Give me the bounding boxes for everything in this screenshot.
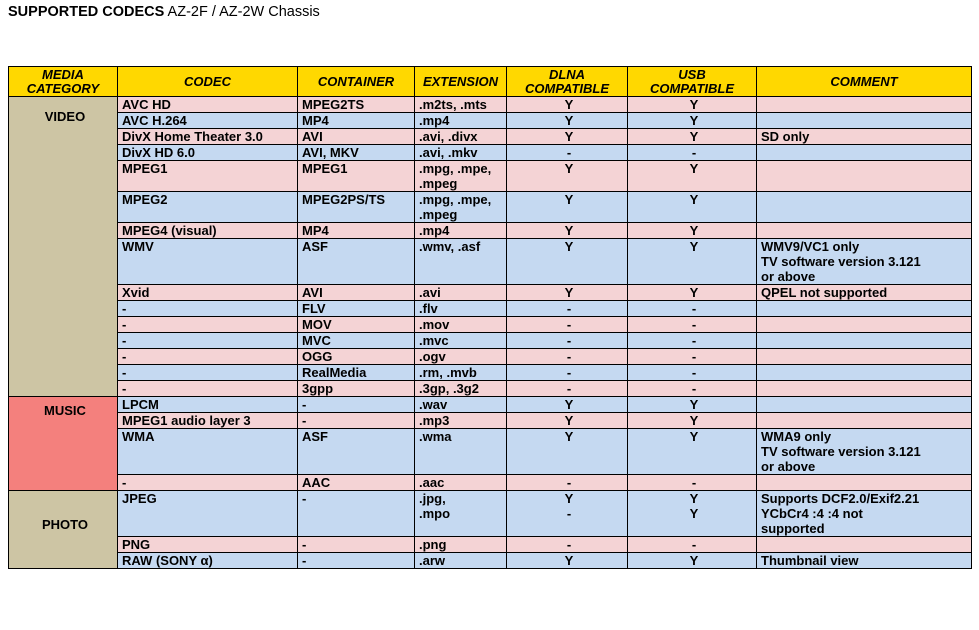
usb-cell: Y (628, 553, 757, 569)
container-cell: MPEG1 (298, 161, 415, 192)
extension-cell: .mp4 (415, 223, 507, 239)
usb-cell: Y (628, 429, 757, 475)
header-container: CONTAINER (298, 67, 415, 97)
extension-cell: .avi (415, 285, 507, 301)
usb-cell: - (628, 349, 757, 365)
usb-cell: Y (628, 192, 757, 223)
extension-cell: .png (415, 537, 507, 553)
comment-cell (757, 161, 972, 192)
container-cell: MVC (298, 333, 415, 349)
dlna-cell: - (507, 475, 628, 491)
codec-cell: MPEG2 (118, 192, 298, 223)
usb-cell: - (628, 145, 757, 161)
codec-cell: RAW (SONY α) (118, 553, 298, 569)
dlna-cell: - (507, 145, 628, 161)
container-cell: ASF (298, 429, 415, 475)
dlna-cell: Y (507, 239, 628, 285)
category-music: MUSIC (9, 397, 118, 491)
header-dlna: DLNA COMPATIBLE (507, 67, 628, 97)
comment-cell (757, 223, 972, 239)
extension-cell: .mvc (415, 333, 507, 349)
container-cell: OGG (298, 349, 415, 365)
comment-cell (757, 113, 972, 129)
usb-cell: - (628, 301, 757, 317)
comment-cell (757, 413, 972, 429)
codec-cell: Xvid (118, 285, 298, 301)
header-extension: EXTENSION (415, 67, 507, 97)
comment-cell (757, 537, 972, 553)
table-row (9, 317, 972, 333)
comment-cell (757, 317, 972, 333)
extension-cell: .rm, .mvb (415, 365, 507, 381)
codec-cell: PNG (118, 537, 298, 553)
dlna-cell: Y (507, 161, 628, 192)
comment-cell (757, 333, 972, 349)
comment-cell (757, 301, 972, 317)
table-row (9, 413, 972, 429)
header-row (9, 67, 972, 97)
table-row (9, 239, 972, 285)
container-cell: - (298, 553, 415, 569)
extension-cell: .arw (415, 553, 507, 569)
comment-cell (757, 365, 972, 381)
table-row (9, 553, 972, 569)
comment-cell: Thumbnail view (757, 553, 972, 569)
codec-cell: - (118, 317, 298, 333)
usb-cell: Y (628, 129, 757, 145)
container-cell: MOV (298, 317, 415, 333)
container-cell: AVI (298, 285, 415, 301)
extension-cell: .flv (415, 301, 507, 317)
dlna-cell: Y (507, 97, 628, 113)
usb-cell: Y (628, 239, 757, 285)
usb-cell: Y (628, 97, 757, 113)
codec-cell: WMA (118, 429, 298, 475)
usb-cell: - (628, 475, 757, 491)
container-cell: MP4 (298, 223, 415, 239)
table-row (9, 192, 972, 223)
codec-cell: MPEG1 audio layer 3 (118, 413, 298, 429)
table-row (9, 491, 972, 537)
extension-cell: .jpg, .mpo (415, 491, 507, 537)
container-cell: - (298, 397, 415, 413)
page-title (8, 4, 320, 20)
category-video: VIDEO (9, 97, 118, 397)
dlna-cell: Y - (507, 491, 628, 537)
comment-cell (757, 397, 972, 413)
container-cell: MP4 (298, 113, 415, 129)
container-cell: 3gpp (298, 381, 415, 397)
comment-cell: Supports DCF2.0/Exif2.21 YCbCr4 :4 :4 not supported (757, 491, 972, 537)
dlna-cell: - (507, 381, 628, 397)
dlna-cell: Y (507, 129, 628, 145)
container-cell: AVI (298, 129, 415, 145)
codec-cell: WMV (118, 239, 298, 285)
header-media-category: MEDIA CATEGORY (9, 67, 118, 97)
extension-cell: .aac (415, 475, 507, 491)
comment-cell (757, 349, 972, 365)
extension-cell: .wmv, .asf (415, 239, 507, 285)
usb-cell: Y Y (628, 491, 757, 537)
container-cell: - (298, 413, 415, 429)
container-cell: FLV (298, 301, 415, 317)
extension-cell: .mp4 (415, 113, 507, 129)
comment-cell (757, 475, 972, 491)
codecs-table (8, 66, 972, 569)
dlna-cell: - (507, 317, 628, 333)
extension-cell: .wav (415, 397, 507, 413)
extension-cell: .mov (415, 317, 507, 333)
table-row (9, 475, 972, 491)
usb-cell: Y (628, 113, 757, 129)
table-row (9, 537, 972, 553)
dlna-cell: - (507, 537, 628, 553)
table-row (9, 129, 972, 145)
codec-cell: MPEG4 (visual) (118, 223, 298, 239)
container-cell: - (298, 491, 415, 537)
table-row (9, 301, 972, 317)
comment-cell (757, 381, 972, 397)
container-cell: RealMedia (298, 365, 415, 381)
dlna-cell: - (507, 301, 628, 317)
dlna-cell: - (507, 365, 628, 381)
usb-cell: - (628, 317, 757, 333)
table-row (9, 223, 972, 239)
comment-cell: WMV9/VC1 only TV software version 3.121 or above (757, 239, 972, 285)
comment-cell (757, 192, 972, 223)
container-cell: MPEG2TS (298, 97, 415, 113)
dlna-cell: Y (507, 113, 628, 129)
table-row (9, 285, 972, 301)
title-rest: AZ-2F / AZ-2W Chassis (164, 4, 320, 20)
dlna-cell: Y (507, 223, 628, 239)
dlna-cell: Y (507, 192, 628, 223)
comment-cell: SD only (757, 129, 972, 145)
codec-cell: LPCM (118, 397, 298, 413)
table-row (9, 381, 972, 397)
codec-cell: - (118, 475, 298, 491)
usb-cell: Y (628, 161, 757, 192)
dlna-cell: Y (507, 285, 628, 301)
codec-cell: AVC H.264 (118, 113, 298, 129)
usb-cell: - (628, 365, 757, 381)
dlna-cell: Y (507, 413, 628, 429)
container-cell: AVI, MKV (298, 145, 415, 161)
header-usb: USB COMPATIBLE (628, 67, 757, 97)
codec-cell: - (118, 349, 298, 365)
extension-cell: .mpg, .mpe, .mpeg (415, 161, 507, 192)
container-cell: ASF (298, 239, 415, 285)
comment-cell (757, 97, 972, 113)
table-row (9, 397, 972, 413)
table-row (9, 429, 972, 475)
codec-cell: - (118, 333, 298, 349)
extension-cell: .avi, .divx (415, 129, 507, 145)
title-bold: SUPPORTED CODECS (8, 4, 165, 20)
dlna-cell: Y (507, 429, 628, 475)
usb-cell: - (628, 537, 757, 553)
header-comment: COMMENT (757, 67, 972, 97)
container-cell: AAC (298, 475, 415, 491)
extension-cell: .mp3 (415, 413, 507, 429)
comment-cell: WMA9 only TV software version 3.121 or above (757, 429, 972, 475)
codec-cell: - (118, 381, 298, 397)
dlna-cell: - (507, 349, 628, 365)
codec-cell: - (118, 365, 298, 381)
dlna-cell: Y (507, 553, 628, 569)
table-row (9, 365, 972, 381)
container-cell: - (298, 537, 415, 553)
extension-cell: .m2ts, .mts (415, 97, 507, 113)
extension-cell: .mpg, .mpe, .mpeg (415, 192, 507, 223)
extension-cell: .wma (415, 429, 507, 475)
dlna-cell: Y (507, 397, 628, 413)
table-row (9, 333, 972, 349)
codec-cell: DivX HD 6.0 (118, 145, 298, 161)
usb-cell: Y (628, 285, 757, 301)
codec-cell: MPEG1 (118, 161, 298, 192)
header-codec: CODEC (118, 67, 298, 97)
extension-cell: .3gp, .3g2 (415, 381, 507, 397)
usb-cell: Y (628, 397, 757, 413)
usb-cell: Y (628, 413, 757, 429)
codec-cell: AVC HD (118, 97, 298, 113)
usb-cell: - (628, 381, 757, 397)
extension-cell: .ogv (415, 349, 507, 365)
comment-cell (757, 145, 972, 161)
table-row (9, 97, 972, 113)
table-row (9, 161, 972, 192)
category-photo: PHOTO (9, 491, 118, 569)
extension-cell: .avi, .mkv (415, 145, 507, 161)
codec-cell: - (118, 301, 298, 317)
table-row (9, 145, 972, 161)
container-cell: MPEG2PS/TS (298, 192, 415, 223)
table-row (9, 349, 972, 365)
table-row (9, 113, 972, 129)
codec-cell: DivX Home Theater 3.0 (118, 129, 298, 145)
usb-cell: - (628, 333, 757, 349)
codec-cell: JPEG (118, 491, 298, 537)
dlna-cell: - (507, 333, 628, 349)
comment-cell: QPEL not supported (757, 285, 972, 301)
usb-cell: Y (628, 223, 757, 239)
